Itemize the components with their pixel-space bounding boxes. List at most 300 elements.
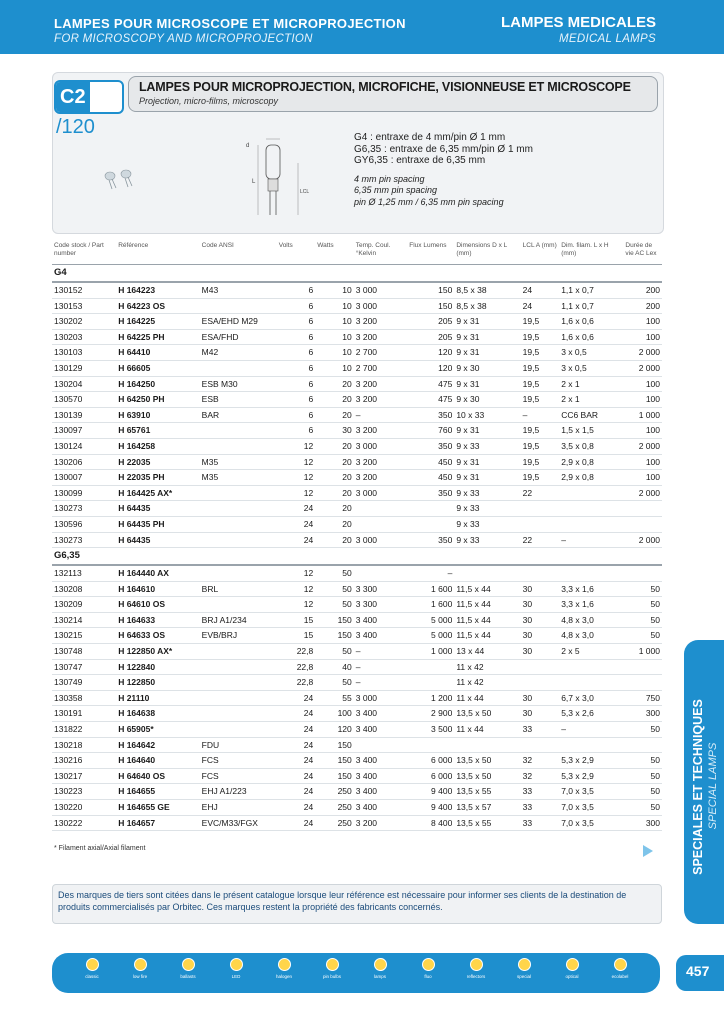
table-cell: M42: [200, 345, 277, 361]
table-cell: H 22035 PH: [116, 470, 199, 486]
table-cell: –: [559, 532, 623, 548]
table-cell: 1 000: [623, 407, 662, 423]
table-cell: 20: [315, 501, 354, 517]
lamp-dimension-diagram: [238, 133, 330, 223]
table-cell: 7,0 x 3,5: [559, 800, 623, 816]
table-cell: M35: [200, 454, 277, 470]
table-cell: H 63910: [116, 407, 199, 423]
table-cell: 3,3 x 1,6: [559, 581, 623, 597]
table-cell: 13,5 x 50: [454, 753, 520, 769]
table-cell: H 164610: [116, 581, 199, 597]
table-cell: 10: [315, 345, 354, 361]
category-label: special: [516, 974, 531, 979]
table-cell: 6: [277, 329, 316, 345]
lamp-photo-icon: [98, 164, 142, 196]
table-cell: [454, 737, 520, 753]
table-cell: EHJ A1/223: [200, 784, 277, 800]
table-row: [52, 628, 662, 644]
table-cell: 12: [277, 597, 316, 613]
spec-gy635: GY6,35 : entraxe de 6,35 mm: [354, 155, 486, 166]
table-cell: 130218: [52, 737, 116, 753]
table-cell: [200, 565, 277, 581]
spec-g4: G4 : entraxe de 4 mm/pin Ø 1 mm: [354, 132, 506, 143]
category-nav-item[interactable]: [264, 958, 304, 979]
table-cell: 3 400: [354, 722, 408, 738]
table-cell: H 164250: [116, 376, 199, 392]
table-cell: 1,1 x 0,7: [559, 298, 623, 314]
table-cell: 3 400: [354, 753, 408, 769]
column-header: Code ANSI: [200, 240, 277, 265]
table-cell: 130215: [52, 628, 116, 644]
category-nav-item[interactable]: [72, 958, 112, 979]
table-cell: –: [354, 675, 408, 691]
table-cell: 2 000: [623, 532, 662, 548]
table-cell: [200, 706, 277, 722]
category-icon: [470, 958, 483, 971]
table-row: [52, 612, 662, 628]
table-cell: H 64223 OS: [116, 298, 199, 314]
table-cell: 33: [521, 784, 560, 800]
table-cell: H 122850 AX*: [116, 644, 199, 660]
category-label: reflectors: [466, 974, 486, 979]
table-cell: 130209: [52, 597, 116, 613]
table-cell: 9 x 31: [454, 423, 520, 439]
table-cell: 13,5 x 50: [454, 706, 520, 722]
table-cell: 7,0 x 3,5: [559, 815, 623, 831]
table-cell: 2 x 1: [559, 392, 623, 408]
table-cell: ESB: [200, 392, 277, 408]
table-cell: [200, 532, 277, 548]
table-cell: H 64435: [116, 532, 199, 548]
table-cell: 1,5 x 1,5: [559, 423, 623, 439]
category-nav-item[interactable]: [216, 958, 256, 979]
table-cell: 2 000: [623, 345, 662, 361]
column-header: Flux Lumens: [407, 240, 454, 265]
table-cell: 150: [407, 282, 454, 298]
table-cell: H 64435 PH: [116, 516, 199, 532]
table-cell: 3 000: [354, 438, 408, 454]
table-cell: [559, 516, 623, 532]
table-cell: 3 400: [354, 628, 408, 644]
category-icon: [614, 958, 627, 971]
table-row: [52, 392, 662, 408]
category-nav-item[interactable]: [408, 958, 448, 979]
spec-en-2: 6,35 mm pin spacing: [354, 185, 438, 195]
category-nav-item[interactable]: [552, 958, 592, 979]
table-cell: M35: [200, 470, 277, 486]
table-cell: 3 400: [354, 800, 408, 816]
table-cell: 130204: [52, 376, 116, 392]
table-cell: 100: [623, 329, 662, 345]
table-cell: ESA/EHD M29: [200, 314, 277, 330]
section-title: LAMPES POUR MICROPROJECTION, MICROFICHE, VISIONNEUSE ET MICROSCOPE: [139, 80, 631, 94]
table-cell: 20: [315, 376, 354, 392]
table-cell: 13,5 x 50: [454, 768, 520, 784]
table-cell: [623, 659, 662, 675]
table-cell: H 122840: [116, 659, 199, 675]
table-cell: 450: [407, 470, 454, 486]
table-cell: 3 300: [354, 581, 408, 597]
table-cell: 475: [407, 376, 454, 392]
table-cell: [559, 501, 623, 517]
table-cell: BAR: [200, 407, 277, 423]
table-cell: 3 200: [354, 454, 408, 470]
table-cell: 100: [623, 423, 662, 439]
table-cell: H 164440 AX: [116, 565, 199, 581]
table-cell: H 64250 PH: [116, 392, 199, 408]
table-cell: [200, 690, 277, 706]
table-cell: 9 x 31: [454, 470, 520, 486]
table-cell: 1 000: [407, 644, 454, 660]
table-cell: [200, 423, 277, 439]
table-cell: 5,3 x 2,9: [559, 768, 623, 784]
table-cell: 250: [315, 784, 354, 800]
table-cell: 6: [277, 314, 316, 330]
table-cell: 3 400: [354, 784, 408, 800]
table-row: [52, 501, 662, 517]
table-cell: 1,6 x 0,6: [559, 329, 623, 345]
page-number-tab: [676, 955, 724, 991]
table-cell: 130103: [52, 345, 116, 361]
table-cell: 24: [277, 501, 316, 517]
table-cell: 3 400: [354, 612, 408, 628]
group-label: G4: [52, 265, 662, 283]
table-cell: 50: [315, 597, 354, 613]
trademark-notice: [52, 884, 662, 924]
table-cell: 130217: [52, 768, 116, 784]
table-cell: 130153: [52, 298, 116, 314]
table-cell: H 66605: [116, 360, 199, 376]
table-cell: H 164223: [116, 282, 199, 298]
table-cell: 4,8 x 3,0: [559, 612, 623, 628]
table-cell: 2 000: [623, 360, 662, 376]
category-label: ecolabel: [611, 974, 629, 979]
category-nav-item[interactable]: [600, 958, 640, 979]
table-cell: CC6 BAR: [559, 407, 623, 423]
table-cell: 19,5: [521, 360, 560, 376]
table-cell: 22,8: [277, 644, 316, 660]
table-cell: 32: [521, 768, 560, 784]
table-cell: 50: [623, 768, 662, 784]
table-row: [52, 581, 662, 597]
table-cell: 300: [623, 815, 662, 831]
table-cell: 20: [315, 470, 354, 486]
table-cell: H 164258: [116, 438, 199, 454]
section-subtitle: Projection, micro-films, microscopy: [139, 96, 279, 106]
table-cell: EVB/BRJ: [200, 628, 277, 644]
column-header: Dim. filam. L x H (mm): [559, 240, 623, 265]
header-left-subtitle: FOR MICROSCOPY AND MICROPROJECTION: [54, 33, 313, 45]
table-row: [52, 565, 662, 581]
table-cell: 19,5: [521, 329, 560, 345]
spec-en-3: pin Ø 1,25 mm / 6,35 mm pin spacing: [354, 196, 504, 207]
table-cell: 9 x 31: [454, 329, 520, 345]
table-cell: 1 600: [407, 597, 454, 613]
category-nav-item[interactable]: [120, 958, 160, 979]
table-cell: 24: [277, 768, 316, 784]
category-label: classic: [85, 974, 99, 979]
diagram-l-label: L: [252, 179, 256, 185]
table-row: [52, 659, 662, 675]
table-cell: 3 200: [354, 815, 408, 831]
table-cell: 2 900: [407, 706, 454, 722]
table-cell: 130747: [52, 659, 116, 675]
table-cell: 19,5: [521, 454, 560, 470]
table-cell: 13 x 44: [454, 644, 520, 660]
table-cell: 11,5 x 44: [454, 612, 520, 628]
table-cell: [559, 675, 623, 691]
table-cell: 50: [623, 722, 662, 738]
table-row: [52, 690, 662, 706]
table-cell: 33: [521, 722, 560, 738]
table-row: [52, 768, 662, 784]
table-cell: 6: [277, 298, 316, 314]
column-header: Volts: [277, 240, 316, 265]
table-cell: 130273: [52, 532, 116, 548]
table-row: [52, 597, 662, 613]
table-cell: 13,5 x 55: [454, 784, 520, 800]
table-cell: 5,3 x 2,9: [559, 753, 623, 769]
column-header: Référence: [116, 240, 199, 265]
table-cell: 10: [315, 282, 354, 298]
table-cell: 132113: [52, 565, 116, 581]
category-nav-item[interactable]: [168, 958, 208, 979]
table-cell: 24: [277, 706, 316, 722]
table-cell: 10 x 33: [454, 407, 520, 423]
table-cell: 130152: [52, 282, 116, 298]
table-cell: 9 x 31: [454, 454, 520, 470]
table-cell: 3,3 x 1,6: [559, 597, 623, 613]
table-cell: –: [407, 565, 454, 581]
table-cell: 3 400: [354, 706, 408, 722]
section-title-box: [128, 76, 658, 112]
table-cell: 9 x 33: [454, 485, 520, 501]
page-header: [0, 0, 724, 54]
table-cell: 22,8: [277, 659, 316, 675]
column-header: Durée de vie AC Lex: [623, 240, 662, 265]
table-cell: 100: [315, 706, 354, 722]
table-row: [52, 516, 662, 532]
table-cell: H 164655: [116, 784, 199, 800]
table-cell: 9 400: [407, 800, 454, 816]
category-nav-item[interactable]: [312, 958, 352, 979]
side-tab[interactable]: [684, 640, 724, 924]
next-arrow-icon[interactable]: [643, 845, 653, 857]
side-tab-fr: SPECIALES ET TECHNIQUES: [691, 699, 705, 875]
table-row: [52, 345, 662, 361]
table-cell: [623, 501, 662, 517]
table-cell: 32: [521, 753, 560, 769]
table-cell: 2 000: [623, 485, 662, 501]
table-cell: 200: [623, 282, 662, 298]
table-cell: [200, 675, 277, 691]
table-cell: H 164225: [116, 314, 199, 330]
table-cell: 6: [277, 423, 316, 439]
table-cell: [623, 516, 662, 532]
table-cell: 130206: [52, 454, 116, 470]
table-row: [52, 737, 662, 753]
table-cell: 130749: [52, 675, 116, 691]
table-cell: 130007: [52, 470, 116, 486]
category-nav-item[interactable]: [360, 958, 400, 979]
table-cell: 11 x 42: [454, 675, 520, 691]
category-icon: [326, 958, 339, 971]
table-cell: 7,0 x 3,5: [559, 784, 623, 800]
table-cell: 475: [407, 392, 454, 408]
table-cell: [200, 597, 277, 613]
column-header: Temp. Coul. °Kelvin: [354, 240, 408, 265]
footnote: * Filament axial/Axial filament: [54, 845, 146, 852]
category-icon: [230, 958, 243, 971]
column-header: LCL A (mm): [521, 240, 560, 265]
table-cell: 130129: [52, 360, 116, 376]
table-cell: H 64410: [116, 345, 199, 361]
table-cell: 33: [521, 815, 560, 831]
category-icon: [134, 958, 147, 971]
table-cell: 205: [407, 314, 454, 330]
table-cell: –: [354, 644, 408, 660]
side-tab-en: SPECIAL LAMPS: [707, 742, 719, 830]
table-cell: 130097: [52, 423, 116, 439]
header-left-title: LAMPES POUR MICROSCOPE ET MICROPROJECTION: [54, 16, 406, 31]
table-cell: 1,6 x 0,6: [559, 314, 623, 330]
table-cell: 6: [277, 282, 316, 298]
table-cell: 24: [277, 516, 316, 532]
table-cell: 130570: [52, 392, 116, 408]
table-cell: 130191: [52, 706, 116, 722]
table-cell: –: [521, 407, 560, 423]
table-cell: 8 400: [407, 815, 454, 831]
header-right-subtitle: MEDICAL LAMPS: [559, 33, 656, 45]
table-row: [52, 485, 662, 501]
table-cell: 4,8 x 3,0: [559, 628, 623, 644]
category-label: lamps: [373, 974, 386, 979]
bottom-category-nav: [52, 953, 660, 993]
table-cell: 250: [315, 800, 354, 816]
table-cell: 55: [315, 690, 354, 706]
category-nav-item[interactable]: [456, 958, 496, 979]
table-cell: 24: [277, 784, 316, 800]
section-code-prefix: C2: [56, 82, 90, 112]
header-right-title: LAMPES MEDICALES: [500, 14, 656, 31]
table-cell: –: [559, 722, 623, 738]
table-cell: 6,7 x 3,0: [559, 690, 623, 706]
section-code-suffix: /120: [56, 116, 95, 138]
table-cell: [623, 675, 662, 691]
table-body: [52, 265, 662, 831]
table-cell: 50: [623, 800, 662, 816]
table-cell: 50: [623, 597, 662, 613]
table-cell: 150: [315, 753, 354, 769]
table-cell: 13,5 x 57: [454, 800, 520, 816]
category-icon: [182, 958, 195, 971]
table-cell: 9 x 31: [454, 345, 520, 361]
table-cell: 1 200: [407, 690, 454, 706]
table-cell: 50: [623, 581, 662, 597]
category-nav-item[interactable]: [504, 958, 544, 979]
table-cell: [521, 659, 560, 675]
table-cell: 30: [521, 628, 560, 644]
table-cell: 12: [277, 581, 316, 597]
table-cell: EHJ: [200, 800, 277, 816]
table-cell: 130220: [52, 800, 116, 816]
table-cell: 19,5: [521, 376, 560, 392]
table-cell: H 164633: [116, 612, 199, 628]
table-cell: –: [354, 407, 408, 423]
table-cell: H 164657: [116, 815, 199, 831]
table-cell: 9 x 33: [454, 501, 520, 517]
category-label: fluo: [424, 974, 432, 979]
table-cell: 9 x 31: [454, 314, 520, 330]
table-cell: [407, 659, 454, 675]
category-label: LED: [231, 974, 241, 979]
diagram-lcl-label: LCL: [300, 189, 310, 195]
table-cell: [407, 501, 454, 517]
table-cell: 8,5 x 38: [454, 298, 520, 314]
table-cell: BRJ A1/234: [200, 612, 277, 628]
table-cell: 130216: [52, 753, 116, 769]
table-cell: 50: [315, 675, 354, 691]
table-cell: 50: [623, 628, 662, 644]
category-icon: [518, 958, 531, 971]
table-cell: 50: [315, 581, 354, 597]
table-cell: [407, 516, 454, 532]
table-cell: 30: [521, 690, 560, 706]
table-cell: 150: [315, 737, 354, 753]
table-cell: [200, 298, 277, 314]
table-cell: 100: [623, 314, 662, 330]
table-cell: 11,5 x 44: [454, 581, 520, 597]
table-cell: 130596: [52, 516, 116, 532]
table-cell: 3 000: [354, 485, 408, 501]
table-cell: 20: [315, 532, 354, 548]
table-cell: 5,3 x 2,6: [559, 706, 623, 722]
table-cell: [521, 565, 560, 581]
table-cell: 3 200: [354, 376, 408, 392]
table-cell: 350: [407, 532, 454, 548]
table-cell: 350: [407, 407, 454, 423]
table-cell: M43: [200, 282, 277, 298]
table-cell: 6: [277, 360, 316, 376]
table-cell: [407, 675, 454, 691]
table-cell: 6 000: [407, 753, 454, 769]
table-row: [52, 329, 662, 345]
table-cell: 120: [407, 360, 454, 376]
table-cell: 22,8: [277, 675, 316, 691]
table-cell: H 64435: [116, 501, 199, 517]
table-cell: 130203: [52, 329, 116, 345]
table-cell: 130208: [52, 581, 116, 597]
table-cell: H 64225 PH: [116, 329, 199, 345]
column-header: Watts: [315, 240, 354, 265]
table-cell: 6: [277, 376, 316, 392]
table-cell: [559, 565, 623, 581]
table-cell: 9 x 33: [454, 532, 520, 548]
table-cell: 3 000: [354, 690, 408, 706]
table-cell: 8,5 x 38: [454, 282, 520, 298]
table-cell: 9 x 30: [454, 392, 520, 408]
table-cell: 20: [315, 485, 354, 501]
table-cell: [200, 485, 277, 501]
table-cell: –: [354, 659, 408, 675]
table-cell: 24: [277, 722, 316, 738]
table-cell: 10: [315, 360, 354, 376]
table-cell: H 164642: [116, 737, 199, 753]
table-cell: 20: [315, 392, 354, 408]
diagram-d-label: d: [246, 143, 250, 149]
table-cell: H 164640: [116, 753, 199, 769]
table-cell: 2 000: [623, 438, 662, 454]
